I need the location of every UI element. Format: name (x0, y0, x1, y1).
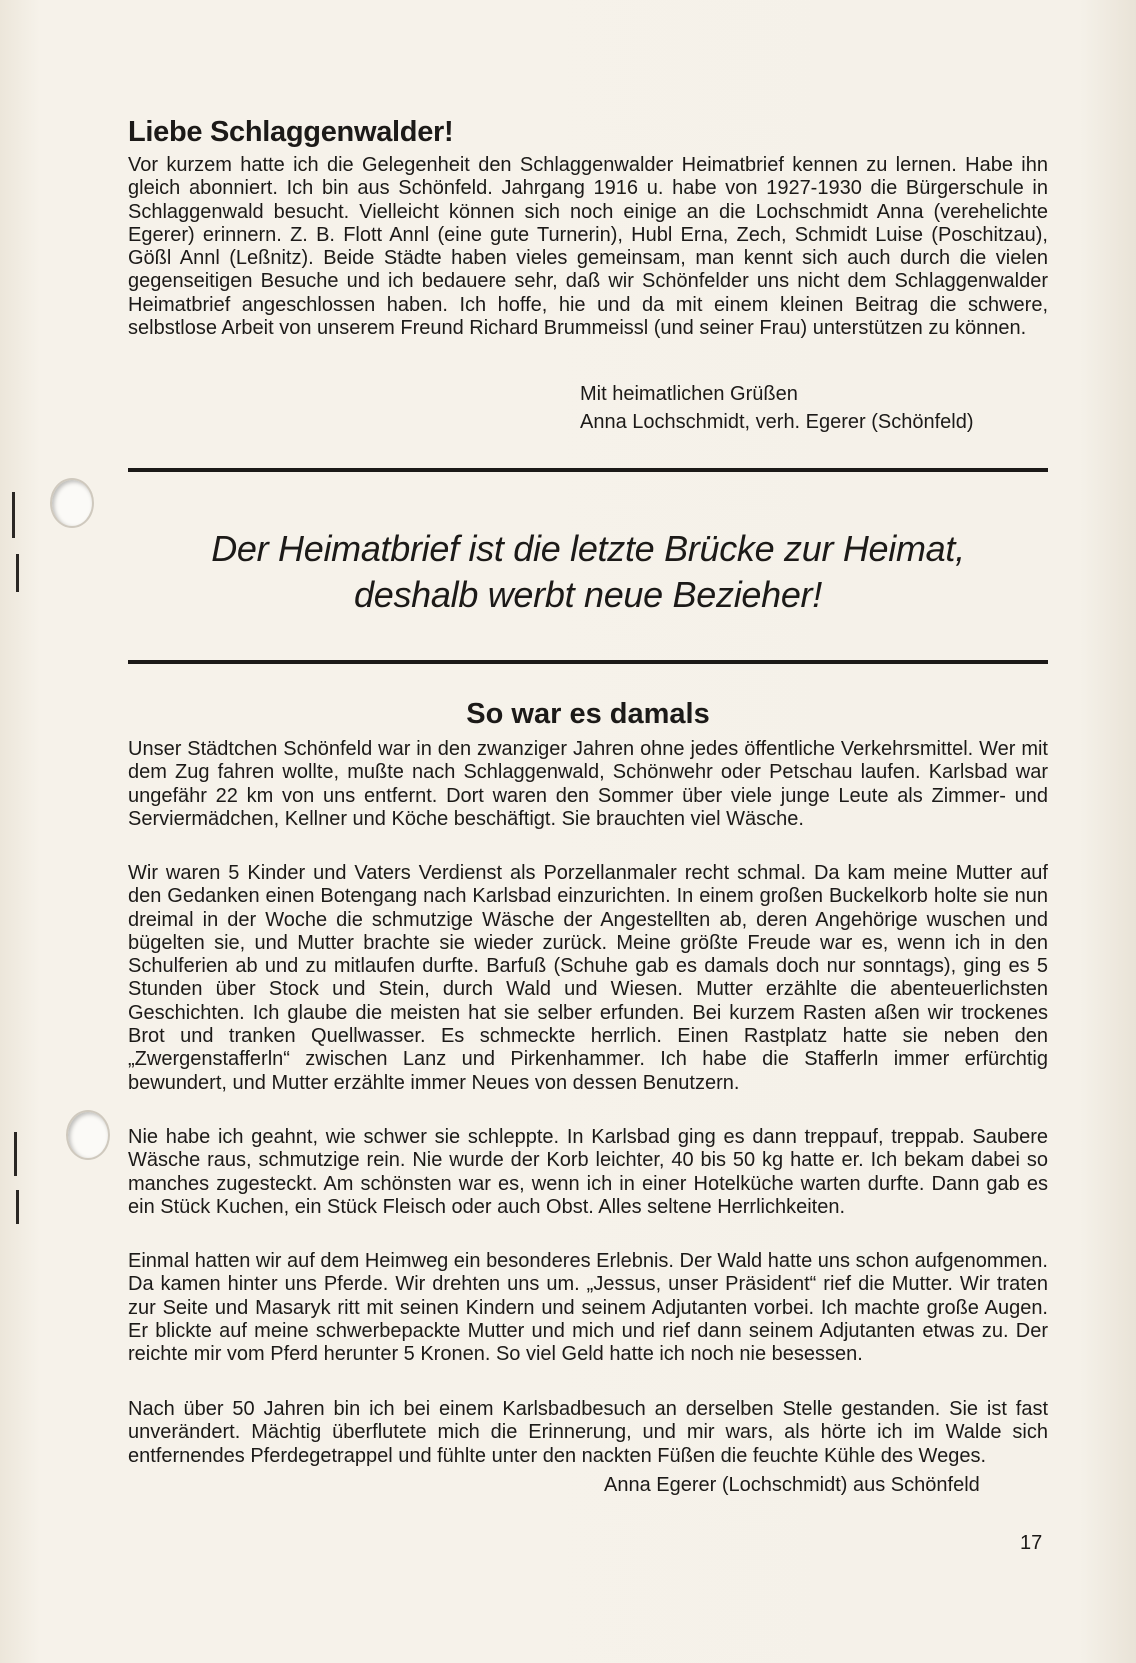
binder-hole-bottom (66, 1110, 110, 1160)
margin-mark (16, 554, 19, 592)
margin-mark (12, 492, 15, 538)
letter-greeting: Mit heimatlichen Grüßen (580, 383, 798, 405)
divider-bottom (128, 660, 1048, 664)
article-paragraph: Nie habe ich geahnt, wie schwer sie schleppte. In Karlsbad ging es dann treppauf, treppab. Saubere Wäsche raus, schmutzige rein. Nie wurde der Korb leichter, 40 bis 50 kg hatte er. Ich bekam dabei so manches zugesteckt. Am schönsten war es, wenn ich in einer Hotelküche warten durfte. Dann gab es ein Stück Kuchen, ein Stück Fleisch oder auch Obst. Alles seltene Herrlichkeiten. (128, 1126, 1048, 1218)
slogan-line-1: Der Heimatbrief ist die letzte Brücke zur Heimat, (211, 528, 965, 569)
slogan-line-2: deshalb werbt neue Bezieher! (354, 574, 822, 615)
margin-mark (16, 1190, 19, 1224)
article-paragraph: Unser Städtchen Schönfeld war in den zwanziger Jahren ohne jedes öffentliche Verkehrsmittel. Wer mit dem Zug fahren wollte, mußte nach Schlaggenwald, Schönwehr oder Petschau laufen. Karlsbad war ungefähr 22 km von uns entfernt. Dort waren den Sommer über viele junge Leute als Zimmer- und Serviermädchen, Kellner und Köche beschäftigt. Sie brauchten viel Wäsche. (128, 738, 1048, 830)
margin-mark (14, 1132, 17, 1176)
letter-body: Vor kurzem hatte ich die Gelegenheit den Schlaggenwalder Heimatbrief kennen zu lernen. Habe ihn gleich abonniert. Ich bin aus Schönfeld. Jahrgang 1916 u. habe von 1927-1930 die Bürgerschule in Schlaggenwald besucht. Vielleicht können sich noch einige an die Lochschmidt Anna (verehelichte Egerer) erinnern. Z. B. Flott Annl (eine gute Turnerin), Hubl Erna, Zech, Schmidt Luise (Poschitzau), Gößl Annl (Leßnitz). Beide Städte haben vieles gemeinsam, man kennt sich auch durch die vielen gegenseitigen Besuche und ich bedauere sehr, daß wir Schönfelder uns nicht dem Schlaggenwalder Heimatbrief angeschlossen haben. Ich hoffe, hie und da mit einem kleinen Beitrag die schwere, selbstlose Arbeit von unserem Freund Richard Brummeissl (und seiner Frau) unterstützen zu können. (128, 154, 1048, 340)
slogan (128, 526, 1048, 618)
article-signature: Anna Egerer (Lochschmidt) aus Schönfeld (604, 1474, 980, 1496)
article-paragraph: Einmal hatten wir auf dem Heimweg ein besonderes Erlebnis. Der Wald hatte uns schon aufgenommen. Da kamen hinter uns Pferde. Wir drehten uns um. „Jessus, unser Präsident“ rief die Mutter. Wir traten zur Seite und Masaryk ritt mit seinen Kindern und seinem Adjutanten vorbei. Ich machte große Augen. Er blickte auf meine schwerbepackte Mutter und mich und rief dann seinem Adjutanten etwas zu. Der reichte mir vom Pferd herunter 5 Kronen. So viel Geld hatte ich noch nie besessen. (128, 1250, 1048, 1366)
article-heading: So war es damals (466, 698, 710, 730)
letter-closing (580, 380, 974, 436)
article-paragraph: Wir waren 5 Kinder und Vaters Verdienst als Porzellanmaler recht schmal. Da kam meine Mutter auf den Gedanken einen Botengang nach Karlsbad einzurichten. In einem großen Buckelkorb holte sie nun dreimal in der Woche die schmutzige Wäsche der Angestellten ab, deren Angehörige wuschen und bügelten sie, und Mutter brachte sie wieder zurück. Meine größte Freude war es, wenn ich in den Schulferien ab und zu mitlaufen durfte. Barfuß (Schuhe gab es damals doch nur sonntags), ging es 5 Stunden über Stock und Stein, durch Wald und Wiesen. Mutter erzählte die abenteuerlichsten Geschichten. Ich glaube die meisten hat sie selber erfunden. Bei kurzem Rasten aßen wir trockenes Brot und tranken Quellwasser. Es schmeckte herrlich. Einen Rastplatz hatte sie neben den „Zwergenstafferln“ zwischen Lanz und Pirkenhammer. Ich habe die Stafferln immer erfürchtig bewundert, und Mutter erzählte immer Neues von dessen Benutzern. (128, 862, 1048, 1094)
letter-heading: Liebe Schlaggenwalder! (128, 116, 454, 148)
letter-signature: Anna Lochschmidt, verh. Egerer (Schönfeld) (580, 411, 974, 433)
article-paragraph: Nach über 50 Jahren bin ich bei einem Karlsbadbesuch an derselben Stelle gestanden. Sie ist fast unverändert. Mächtig überflutete mich die Erinnerung, und mir wars, als hörte ich im Walde sich entfernendes Pferdegetrappel und fühlte unter den nackten Füßen die feuchte Kühle des Weges. (128, 1398, 1048, 1467)
page-number: 17 (1020, 1532, 1043, 1554)
binder-hole-top (50, 478, 94, 528)
divider-top (128, 468, 1048, 472)
